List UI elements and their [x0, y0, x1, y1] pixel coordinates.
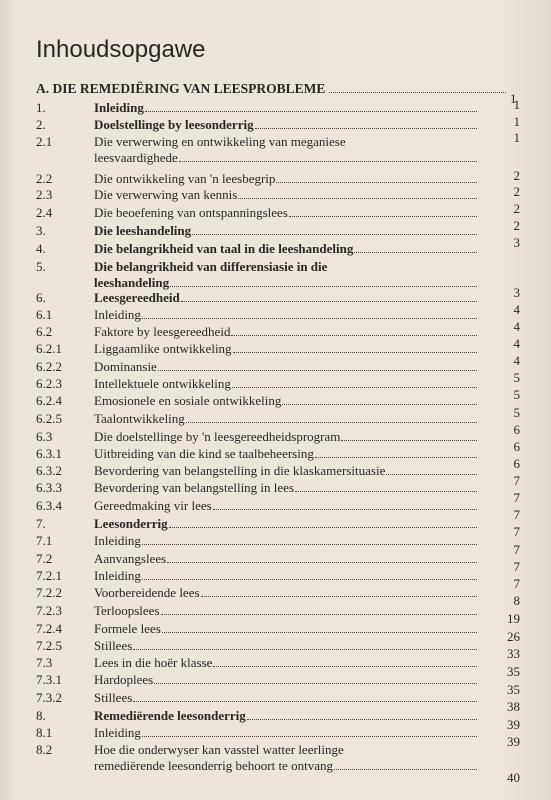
entry-title-line — [94, 324, 480, 340]
entry-title-continuation: remediërende leesonderrig behoort te ontvang — [94, 758, 333, 773]
toc-entry — [0, 171, 551, 188]
entry-title: Liggaamlike ontwikkeling — [94, 341, 232, 356]
entry-page-number: 40 — [507, 770, 520, 785]
entry-number: 6.2.2 — [36, 359, 62, 374]
entry-title-line — [94, 725, 480, 741]
entry-title-line — [94, 480, 480, 496]
entry-page-number: 1 — [513, 97, 520, 112]
entry-title-line — [94, 533, 480, 549]
entry-title-line — [94, 463, 480, 479]
entry-title: Bevordering van belangstelling in lees — [94, 480, 295, 495]
entry-number: 6.2.3 — [36, 376, 62, 391]
entry-title: Lees in die hoër klasse — [94, 655, 213, 670]
entry-page-number: 35 — [507, 682, 520, 697]
entry-title: Bevordering van belangstelling in die klaskamersituasie — [94, 463, 386, 478]
entry-title: Die beoefening van ontspanningslees — [94, 205, 288, 220]
entry-page-number: 4 — [513, 302, 520, 317]
toc-entry — [0, 117, 551, 134]
entry-title: Die verwerwing en ontwikkeling van meganiese — [94, 134, 346, 149]
entry-number: 8.1 — [36, 725, 53, 740]
entry-title-line — [94, 742, 480, 758]
toc-entry — [0, 324, 551, 341]
entry-title: Faktore by leesgereedheid — [94, 324, 231, 339]
entry-page-number: 7 — [513, 473, 520, 488]
toc-entry — [0, 480, 551, 497]
entry-title: Intellektuele ontwikkeling — [94, 376, 231, 391]
toc-entry — [0, 411, 551, 428]
entry-page-number: 3 — [513, 235, 520, 250]
entry-title: Terloopslees — [94, 603, 160, 618]
entry-number: 5. — [36, 259, 46, 274]
dot-leader — [213, 666, 477, 667]
toc-entry — [0, 376, 551, 393]
dot-leader — [142, 544, 477, 545]
entry-title: Remediërende leesonderrig — [94, 708, 246, 723]
entry-title: Doelstellinge by leesonderrig — [94, 117, 254, 132]
entry-title: Aanvangslees — [94, 551, 167, 566]
entry-page-number: 5 — [513, 405, 520, 420]
entry-title-line — [94, 187, 480, 203]
entry-title: Inleiding — [94, 307, 141, 322]
toc-entry — [0, 259, 551, 290]
entry-page-number: 4 — [513, 319, 520, 334]
entry-number: 2.3 — [36, 187, 53, 202]
entry-title-line — [94, 134, 480, 150]
toc-entry — [0, 100, 551, 117]
entry-title-line — [94, 117, 480, 133]
toc-entry — [0, 498, 551, 515]
dot-leader — [158, 370, 477, 371]
dot-leader — [142, 318, 477, 319]
entry-title-continuation-line — [94, 150, 480, 166]
entry-page-number: 6 — [513, 456, 520, 471]
dot-leader — [179, 161, 477, 162]
entry-title-line — [94, 411, 480, 427]
entry-page-number: 7 — [513, 576, 520, 591]
entry-title-line — [94, 100, 480, 116]
toc-entry — [0, 341, 551, 358]
dot-leader — [181, 301, 477, 302]
entry-title-line — [94, 393, 480, 409]
dot-leader — [142, 579, 477, 580]
dot-leader — [334, 769, 477, 770]
dot-leader — [154, 683, 477, 684]
entry-title-line — [94, 171, 480, 187]
entry-number: 6.2.4 — [36, 393, 62, 408]
dot-leader — [282, 404, 477, 405]
toc-entry — [0, 429, 551, 446]
entry-title: Hoe die onderwyser kan vasstel watter leerlinge — [94, 742, 344, 757]
entry-title: Inleiding — [94, 725, 141, 740]
dot-leader — [238, 198, 477, 199]
entry-number: 8.2 — [36, 742, 53, 757]
toc-entry — [0, 742, 551, 773]
entry-title: Leesonderrig — [94, 516, 168, 531]
toc-entry — [0, 290, 551, 307]
toc-entry — [0, 134, 551, 165]
entry-title-line — [94, 359, 480, 375]
entry-number: 2.4 — [36, 205, 53, 220]
entry-number: 7.2.3 — [36, 603, 62, 618]
entry-number: 4. — [36, 241, 46, 256]
entry-title-line — [94, 655, 480, 671]
entry-page-number: 5 — [513, 387, 520, 402]
dot-leader — [167, 562, 477, 563]
entry-page-number: 7 — [513, 507, 520, 522]
entry-page-number: 7 — [513, 542, 520, 557]
dot-leader — [192, 234, 477, 235]
toc-entry — [0, 655, 551, 672]
entry-page-number: 26 — [507, 629, 520, 644]
entry-page-number: 6 — [513, 422, 520, 437]
dot-leader — [295, 491, 477, 492]
dot-leader — [162, 632, 477, 633]
entry-title-line — [94, 376, 480, 392]
entry-title: Die ontwikkeling van 'n leesbegrip — [94, 171, 276, 186]
entry-number: 6.3.2 — [36, 463, 62, 478]
entry-title-line — [94, 585, 480, 601]
section-page-number: 1 — [510, 91, 517, 106]
toc-entry — [0, 516, 551, 533]
dot-leader — [354, 252, 477, 253]
dot-leader — [133, 701, 477, 702]
toc-entry — [0, 187, 551, 204]
entry-number: 7.3.1 — [36, 672, 62, 687]
entry-title-continuation: leeshandeling — [94, 275, 170, 290]
entry-page-number: 7 — [513, 524, 520, 539]
entry-title: Die doelstellinge by 'n leesgereedheidsprogram — [94, 429, 341, 444]
toc-entry — [0, 359, 551, 376]
entry-title: Inleiding — [94, 533, 141, 548]
toc-entry — [0, 585, 551, 602]
toc-entry — [0, 708, 551, 725]
entry-title-line — [94, 568, 480, 584]
toc-entry — [0, 621, 551, 638]
dot-leader — [233, 352, 477, 353]
entry-title-line — [94, 621, 480, 637]
dot-leader — [170, 286, 477, 287]
toc-entry — [0, 690, 551, 707]
dot-leader — [341, 440, 477, 441]
entry-page-number: 39 — [507, 717, 520, 732]
entry-number: 6.3 — [36, 429, 53, 444]
entry-title-line — [94, 672, 480, 688]
toc-entry — [0, 463, 551, 480]
entry-number: 6.3.3 — [36, 480, 62, 495]
entry-number: 6.1 — [36, 307, 53, 322]
entry-number: 2.1 — [36, 134, 53, 149]
entry-title: Leesgereedheid — [94, 290, 180, 305]
entry-number: 8. — [36, 708, 46, 723]
dot-leader — [142, 736, 477, 737]
entry-title-continuation-line — [94, 758, 480, 774]
toc-entry — [0, 393, 551, 410]
entry-title: Taalontwikkeling — [94, 411, 185, 426]
entry-number: 2. — [36, 117, 46, 132]
entry-title-continuation: leesvaardighede — [94, 150, 178, 165]
entry-title: Gereedmaking vir lees — [94, 498, 212, 513]
entry-title: Stillees — [94, 690, 133, 705]
entry-title-line — [94, 205, 480, 221]
entry-page-number: 6 — [513, 439, 520, 454]
dot-leader — [231, 335, 477, 336]
entry-number: 6. — [36, 290, 46, 305]
dot-leader — [315, 457, 477, 458]
entry-title: Uitbreiding van die kind se taalbeheersing — [94, 446, 314, 461]
entry-number: 2.2 — [36, 171, 53, 186]
section-label: A. DIE REMEDIËRING VAN LEESPROBLEME — [36, 81, 326, 96]
entry-title: Stillees — [94, 638, 133, 653]
entry-page-number: 3 — [513, 285, 520, 300]
entry-title: Emosionele en sosiale ontwikkeling — [94, 393, 282, 408]
dot-leader — [276, 182, 477, 183]
entry-number: 7.2 — [36, 551, 53, 566]
entry-page-number: 4 — [513, 353, 520, 368]
entry-title-line — [94, 307, 480, 323]
dot-leader — [232, 387, 477, 388]
toc-entry — [0, 223, 551, 240]
entry-page-number: 7 — [513, 559, 520, 574]
entry-number: 6.2.1 — [36, 341, 62, 356]
entry-title-line — [94, 638, 480, 654]
toc-entry — [0, 241, 551, 258]
entry-number: 7.1 — [36, 533, 53, 548]
entry-page-number: 2 — [513, 201, 520, 216]
toc-entry — [0, 568, 551, 585]
dot-leader — [186, 422, 477, 423]
toc-entry — [0, 446, 551, 463]
entry-page-number: 2 — [513, 218, 520, 233]
entry-title-line — [94, 551, 480, 567]
entry-title: Die belangrikheid van differensiasie in die — [94, 259, 328, 274]
entry-title-line — [94, 498, 480, 514]
entry-title: Hardoplees — [94, 672, 154, 687]
entry-title: Formele lees — [94, 621, 161, 636]
dot-leader — [213, 509, 477, 510]
entry-title-line — [94, 341, 480, 357]
entry-page-number: 19 — [507, 611, 520, 626]
entry-title-line — [94, 223, 480, 239]
entry-title: Inleiding — [94, 568, 141, 583]
entry-title-line — [94, 429, 480, 445]
toc-entry — [0, 603, 551, 620]
entry-page-number: 4 — [513, 336, 520, 351]
entry-title-line — [94, 290, 480, 306]
entry-page-number: 1 — [513, 130, 520, 145]
toc-entry — [0, 638, 551, 655]
entry-title: Inleiding — [94, 100, 144, 115]
entry-title-line — [94, 690, 480, 706]
entry-title-line — [94, 446, 480, 462]
entry-title: Die leeshandeling — [94, 223, 192, 238]
entry-number: 6.2.5 — [36, 411, 62, 426]
entry-page-number: 2 — [513, 184, 520, 199]
entry-number: 1. — [36, 100, 46, 115]
entry-page-number: 38 — [507, 699, 520, 714]
dot-leader — [145, 111, 477, 112]
entry-number: 7.2.4 — [36, 621, 62, 636]
entry-title-line — [94, 603, 480, 619]
entry-page-number: 5 — [513, 370, 520, 385]
entry-page-number: 35 — [507, 664, 520, 679]
entry-page-number: 7 — [513, 490, 520, 505]
toc-entry — [0, 672, 551, 689]
entry-page-number: 1 — [513, 114, 520, 129]
toc-entry — [0, 533, 551, 550]
entry-page-number: 39 — [507, 734, 520, 749]
entry-title: Die belangrikheid van taal in die leeshandeling — [94, 241, 354, 256]
dot-leader — [247, 719, 477, 720]
dot-leader — [161, 614, 477, 615]
entry-title-line — [94, 708, 480, 724]
entry-page-number: 33 — [507, 646, 520, 661]
entry-number: 6.3.1 — [36, 446, 62, 461]
entry-title: Voorbereidende lees — [94, 585, 200, 600]
dot-leader — [289, 216, 477, 217]
entry-number: 7.3.2 — [36, 690, 62, 705]
entry-number: 7.2.1 — [36, 568, 62, 583]
entry-title: Die verwerwing van kennis — [94, 187, 238, 202]
entry-page-number: 2 — [513, 168, 520, 183]
entry-title-continuation-line — [94, 275, 480, 291]
entry-page-number: 8 — [513, 593, 520, 608]
entry-title-line — [94, 259, 480, 275]
dot-leader — [386, 474, 477, 475]
toc-entry — [0, 307, 551, 324]
dot-leader — [169, 527, 477, 528]
entry-title-line — [94, 516, 480, 532]
page-title: Inhoudsopgawe — [36, 36, 206, 63]
entry-number: 7.2.2 — [36, 585, 62, 600]
entry-title-line — [94, 241, 480, 257]
entry-number: 6.2 — [36, 324, 53, 339]
entry-number: 3. — [36, 223, 46, 238]
dot-leader — [255, 128, 477, 129]
entry-number: 6.3.4 — [36, 498, 62, 513]
entry-number: 7.3 — [36, 655, 53, 670]
dot-leader — [201, 596, 477, 597]
toc-entry — [0, 725, 551, 742]
dot-leader — [133, 649, 477, 650]
entry-number: 7. — [36, 516, 46, 531]
toc-entry — [0, 205, 551, 222]
entry-title: Dominansie — [94, 359, 157, 374]
toc-entry — [0, 551, 551, 568]
entry-number: 7.2.5 — [36, 638, 62, 653]
